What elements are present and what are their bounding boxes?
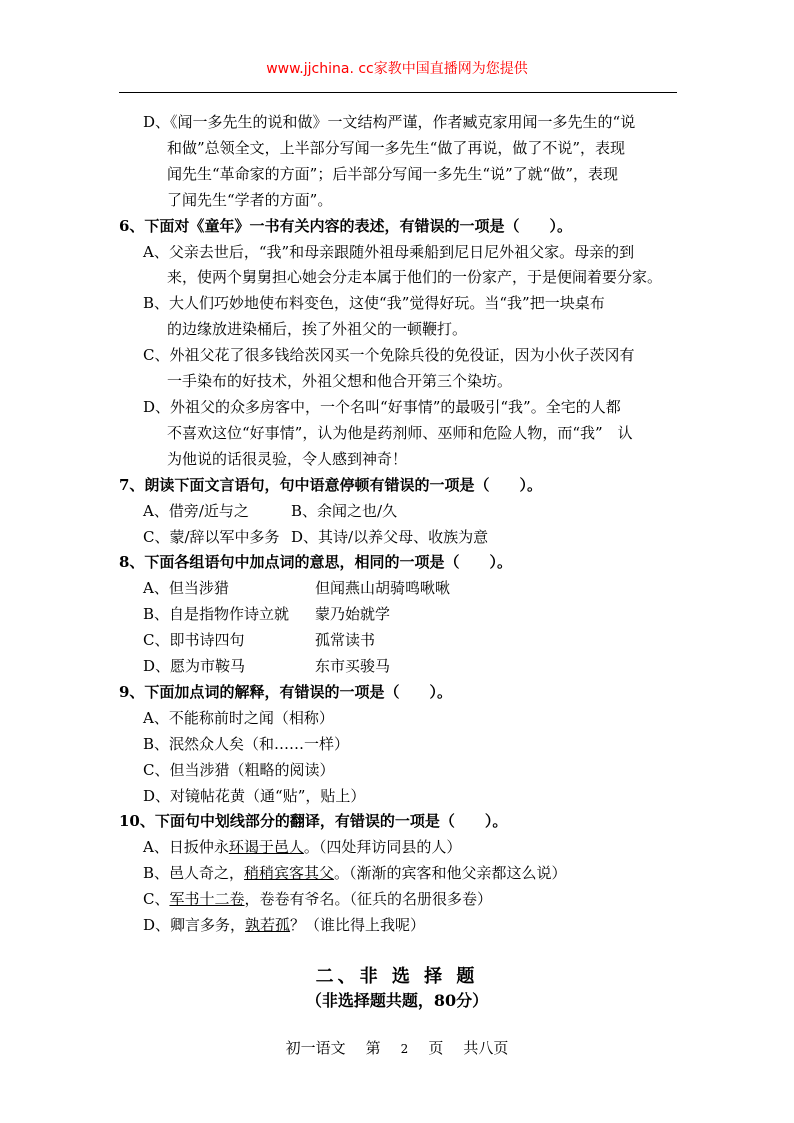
q10-option-a xyxy=(143,835,679,861)
q10-d-pre: D、卿言多务， xyxy=(143,916,246,935)
q10-option-b xyxy=(143,861,679,887)
q10-a-underlined: 环谒于邑人 xyxy=(228,838,304,857)
q7-options-row1 xyxy=(143,499,679,525)
q8-option-b xyxy=(143,602,679,628)
q10-d-post: ？（谁比得上我呢） xyxy=(290,916,426,935)
q6-b-line2: 的边缘放进染桶后，挨了外祖父的一顿鞭打。 xyxy=(167,320,468,339)
q5-d-line1: D、《闻一多先生的说和做》一文结构严谨，作者臧克家用闻一多先生的“说 xyxy=(143,113,636,131)
q6-c-line2: 一手染布的好技术，外祖父想和他合开第三个染坊。 xyxy=(167,372,513,391)
q6-c-line1: C、外祖父花了很多钱给茨冈买一个免除兵役的免役证，因为小伙子茨冈有 xyxy=(143,346,635,365)
q10-a-pre: A、日扳仲永 xyxy=(143,838,229,857)
q10-option-d xyxy=(143,913,679,939)
footer-total: 共八页 xyxy=(463,1039,509,1057)
header-rule xyxy=(119,92,677,93)
q8-b-right: 蒙乃始就学 xyxy=(315,605,391,624)
q6-b-line1: B、大人们巧妙地使布料变色，这使“我”觉得好玩。当“我”把一块桌布 xyxy=(143,294,605,313)
q7-option-a: A、借旁/近与之 xyxy=(143,501,249,520)
q5-option-d xyxy=(143,110,679,214)
q6-option-a xyxy=(143,240,679,292)
q8-c-right: 孤常读书 xyxy=(315,631,376,650)
page-footer xyxy=(0,1037,794,1058)
q10-b-pre: B、邑人奇之， xyxy=(143,864,245,883)
q8-b-left: B、自是指物作诗立就 xyxy=(143,605,290,624)
q8-a-right: 但闻燕山胡骑鸣啾啾 xyxy=(315,579,451,598)
q10-d-underlined: 孰若孤 xyxy=(245,916,291,935)
q5-d-line2: 和做”总领全文，上半部分写闻一多先生“做了再说，做了不说”，表现 xyxy=(167,138,626,157)
q6-option-d xyxy=(143,395,679,473)
q10-b-post: 。（渐渐的宾客和他父亲都这么说） xyxy=(334,864,567,883)
q8-d-right: 东市买骏马 xyxy=(315,657,391,676)
q7-option-c: C、蒙/辞以军中多务 xyxy=(143,527,280,546)
q5-d-line3: 闻先生“革命家的方面”；后半部分写闻一多先生“说”了就“做”，表现 xyxy=(167,164,619,183)
section-title: 二、非 选 择 题 xyxy=(315,966,479,987)
q6-d-line1: D、外祖父的众多房客中，一个名叫“好事情”的最吸引“我”。全宅的人都 xyxy=(143,397,621,416)
q7-option-d: D、其诗/以养父母、收族为意 xyxy=(291,527,489,546)
q6-d-line3: 为他说的话很灵验，令人感到神奇！ xyxy=(167,449,408,468)
q6-d-line2: 不喜欢这位“好事情”，认为他是药剂师、巫师和危险人物，而“我” 认 xyxy=(167,423,633,442)
q10-c-pre: C、 xyxy=(143,890,170,909)
q10-a-post: 。（四处拜访同县的人） xyxy=(303,838,462,857)
q7-option-b: B、余闻之也/久 xyxy=(291,501,398,520)
q10-c-post: ，卷卷有爷名。（征兵的名册很多卷） xyxy=(244,890,493,909)
q8-option-d xyxy=(143,654,679,680)
footer-ye: 页 xyxy=(428,1039,444,1057)
q9-option-d: D、对镜帖花黄（通“贴”，贴上） xyxy=(143,786,366,805)
q8-stem: 8、下面各组语句中加点词的意思，相同的一项是（ ）。 xyxy=(119,553,512,572)
q10-stem: 10、下面句中划线部分的翻译，有错误的一项是（ ）。 xyxy=(119,812,508,831)
q9-stem: 9、下面加点词的解释，有错误的一项是（ ）。 xyxy=(119,682,452,701)
footer-di: 第 xyxy=(365,1039,381,1057)
q8-c-left: C、即书诗四句 xyxy=(143,631,245,650)
q8-a-left: A、但当涉猎 xyxy=(143,579,229,598)
q10-c-underlined: 军书十二卷 xyxy=(169,890,245,909)
q8-d-left: D、愿为市鞍马 xyxy=(143,657,246,676)
q6-option-b xyxy=(143,291,679,343)
q8-option-c xyxy=(143,628,679,654)
q7-stem: 7、朗读下面文言语句，句中语意停顿有错误的一项是（ ）。 xyxy=(119,475,542,494)
q6-option-c xyxy=(143,343,679,395)
section-subtitle: （非选择题共题，80分） xyxy=(305,991,489,1010)
page-header: www.jjchina. cc家教中国直播网为您提供 xyxy=(266,61,528,77)
q5-d-line4: 了闻先生“学者的方面”。 xyxy=(167,190,333,209)
q8-option-a xyxy=(143,576,679,602)
footer-subject: 初一语文 xyxy=(285,1039,346,1057)
footer-page-number: 2 xyxy=(400,1042,409,1056)
q9-option-b: B、泯然众人矣（和……一样） xyxy=(143,734,350,753)
q6-a-line2: 来，使两个舅舅担心她会分走本属于他们的一份家产，于是便闹着要分家。 xyxy=(167,268,663,287)
q6-a-line1: A、父亲去世后，“我”和母亲跟随外祖母乘船到尼日尼外祖父家。母亲的到 xyxy=(143,242,635,261)
question-content xyxy=(119,110,679,939)
q10-b-underlined: 稍稍宾客其父 xyxy=(244,864,335,883)
q6-stem: 6、下面对《童年》一书有关内容的表述，有错误的一项是（ ）。 xyxy=(119,216,572,235)
q9-option-c: C、但当涉猎（粗略的阅读） xyxy=(143,760,335,779)
q9-option-a: A、不能称前时之闻（相称） xyxy=(143,708,334,727)
q7-options-row2 xyxy=(143,525,679,551)
q10-option-c xyxy=(143,887,679,913)
